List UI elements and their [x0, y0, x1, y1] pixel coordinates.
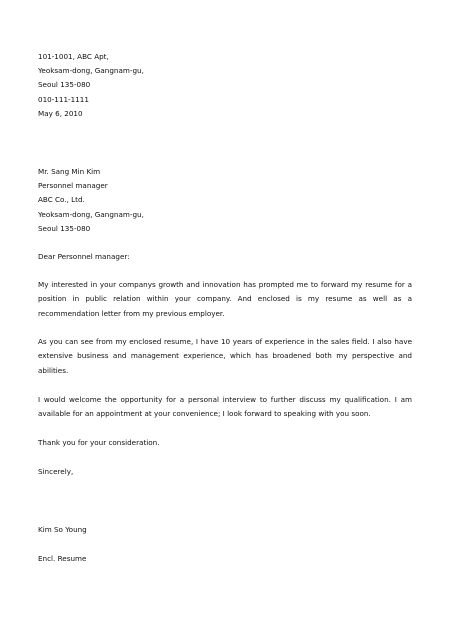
sender-phone: 010-111-1111 — [38, 94, 89, 104]
enclosure-note: Encl. Resume — [38, 554, 87, 563]
recipient-address — [38, 165, 413, 236]
recipient-company: ABC Co., Ltd. — [38, 195, 85, 205]
sender-address — [38, 50, 413, 121]
recipient-name: Mr. Sang Min Kim — [38, 167, 101, 176]
body-paragraph: My interested in your companys growth and innovation has prompted me to forward my resume for a position in public relation within your company. And enclosed is my resume as well as a recommendation letter from my previous employer. — [38, 280, 412, 318]
thanks-line: Thank you for your consideration. — [38, 438, 160, 447]
letter-date: May 6, 2010 — [38, 108, 83, 118]
recipient-address-line: Seoul 135-080 — [38, 223, 91, 233]
salutation: Dear Personnel manager: — [38, 252, 130, 261]
sender-address-line: 101-1001, ABC Apt, — [38, 52, 109, 61]
recipient-address-line: Yeoksam-dong, Gangnam-gu, — [38, 209, 144, 219]
sender-address-line: Yeoksam-dong, Gangnam-gu, — [38, 66, 144, 76]
closing: Sincerely, — [38, 467, 74, 476]
signature-name: Kim So Young — [38, 525, 87, 534]
body-paragraph: I would welcome the opportunity for a personal interview to further discuss my qualification. I am available for an appointment at your convenience; I look forward to speaking with you soon. — [38, 395, 412, 419]
recipient-title: Personnel manager — [38, 181, 108, 191]
body-paragraph: As you can see from my enclosed resume, I have 10 years of experience in the sales field. I also have extensive business and management experience, which has broadened both my perspective and abilities. — [38, 337, 412, 375]
sender-address-line: Seoul 135-080 — [38, 80, 91, 90]
